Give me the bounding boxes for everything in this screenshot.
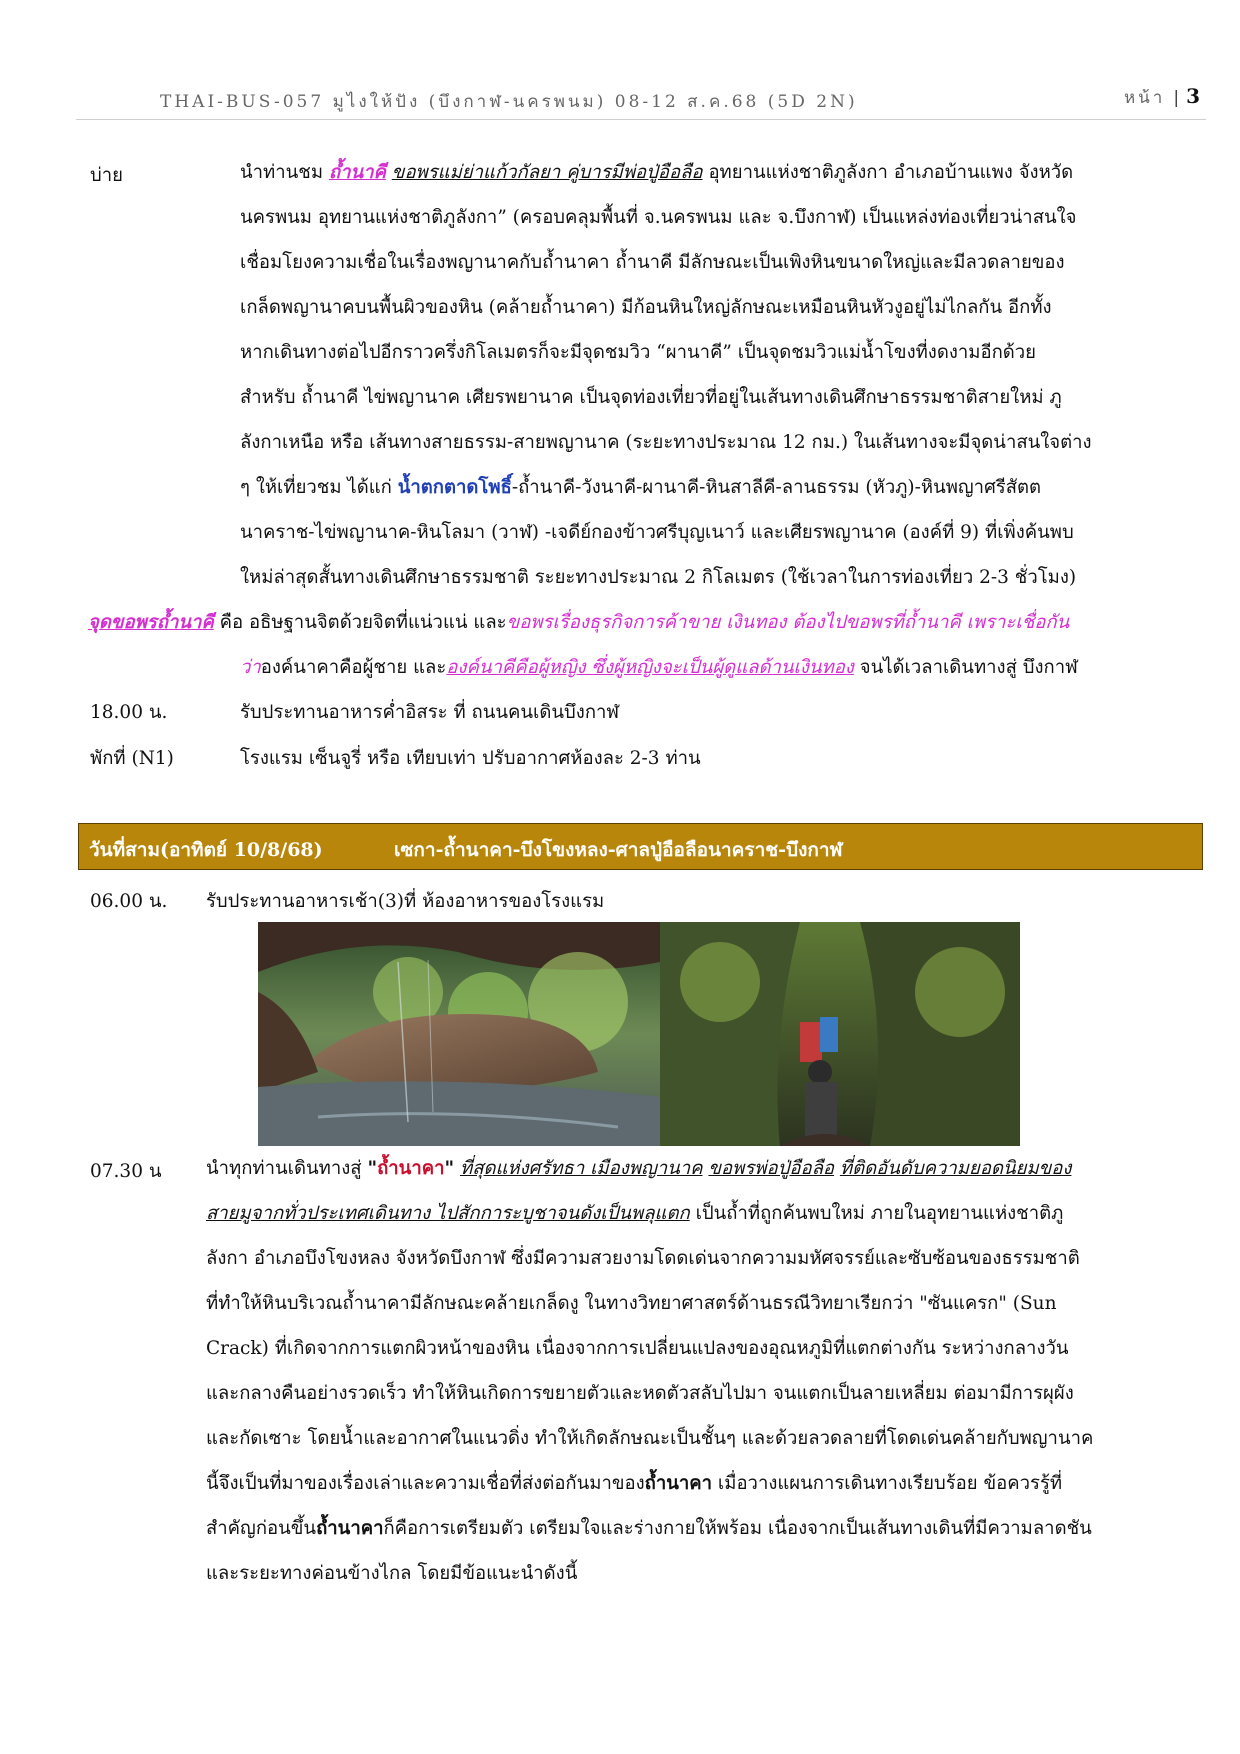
naka-cave-name: ถ้ำนาคา (316, 1518, 384, 1539)
naka-line-5: Crack) ที่เกิดจากการแตกผิวหน้าของหิน เนื่องจากการเปลี่ยนแปลงของอุณหภูมิที่แตกต่างกัน ระหว่างกลางวัน (206, 1338, 1069, 1359)
breakfast-text: รับประทานอาหารเช้า(3)ที่ ห้องอาหารของโรงแรม (206, 891, 605, 912)
dinner-text: รับประทานอาหารค่ำอิสระ ที่ ถนนคนเดินบึงกาฬ (240, 702, 620, 723)
naka-line-4: ที่ทำให้หินบริเวณถ้ำนาคามีลักษณะคล้ายเกล็ดงู ในทางวิทยาศาสตร์ด้านธรณีวิทยาเรียกว่า "ซันแครก" (Sun (206, 1293, 1057, 1314)
waterfall-name: น้ำตกตาดโพธิ์ (397, 477, 512, 498)
text-segment: -ถ้ำนาคี-วังนาคี-ผานาคี-หินสาลีคี-ลานธรรม (หัวภู)-หินพญาศรีสัตต (511, 477, 1042, 498)
naka-line-6: และกลางคืนอย่างรวดเร็ว ทำให้หินเกิดการขยายตัวและหดตัวสลับไปมา จนแตกเป็นลายเหลี่ยม ต่อมามีการผุผัง (206, 1383, 1074, 1404)
text-segment: เป็นถ้ำที่ถูกค้นพบใหม่ ภายในอุทยานแห่งชาติภู (689, 1203, 1064, 1224)
time-hotel: พักที่ (N1) (90, 748, 174, 769)
day3-route: เซกา-ถ้ำนาคา-บึงโขงหลง-ศาลปู่อือลือนาคราช-บึงกาฬ (394, 839, 843, 861)
wish-heading: จุดขอพรถ้ำนาคี (88, 612, 214, 633)
highlight-phrase: ที่สุดแห่งศรัทธา เมืองพญานาค (460, 1158, 703, 1179)
afternoon-line-1 (240, 150, 1073, 195)
afternoon-line-10: ใหม่ล่าสุดสั้นทางเดินศึกษาธรรมชาติ ระยะทางประมาณ 2 กิโลเมตร (ใช้เวลาในการท่องเที่ยว 2-3 ชั่วโมง) (240, 567, 1077, 588)
wish-line-2 (240, 645, 1078, 690)
text-segment: จนได้เวลาเดินทางสู่ บึงกาฬ (853, 657, 1078, 678)
afternoon-line-8 (240, 465, 1041, 510)
highlight-phrase: ขอพรแม่ย่าแก้วกัลยา คู่บารมีพ่อปู่อือลือ (391, 162, 703, 183)
text-segment: คือ อธิษฐานจิตด้วยจิตที่แน่วแน่ และ (213, 612, 507, 633)
time-naka: 07.30 น (90, 1161, 162, 1182)
text-segment: นำทุกท่านเดินทางสู่ (206, 1158, 368, 1179)
text-segment: ๆ ให้เที่ยวชม ได้แก่ (240, 477, 398, 498)
quote-mark: " (367, 1158, 378, 1179)
afternoon-line-7: ลังกาเหนือ หรือ เส้นทางสายธรรม-สายพญานาค (ระยะทางประมาณ 12 กม.) ในเส้นทางจะมีจุดน่าสนใจต่าง (240, 432, 1092, 453)
afternoon-line-9: นาคราช-ไข่พญานาค-หินโลมา (วาฬ) -เจดีย์กองข้าวศรีบุญเนาว์ และเศียรพญานาค (องค์ที่ 9) ที่เพิ่งค้นพบ (240, 522, 1074, 543)
naka-line-7: และกัดเซาะ โดยน้ำและอากาศในแนวดิ่ง ทำให้เกิดลักษณะเป็นชั้นๆ และด้วยลวดลายที่โดดเด่นคล้ายกับพญานาค (206, 1428, 1094, 1449)
wish-highlight: ขอพรเรื่องธุรกิจการค้าขาย เงินทอง ต้องไปขอพรที่ถ้ำนาคี เพราะเชื่อกัน (506, 612, 1070, 633)
wish-line-1 (88, 600, 1069, 645)
text-segment: ก็คือการเตรียมตัว เตรียมใจและร่างกายให้พร้อม เนื่องจากเป็นเส้นทางเดินที่มีความลาดชัน (383, 1518, 1092, 1539)
text-segment: อุทยานแห่งชาติภูลังกา อำเภอบ้านแพง จังหวัด (702, 162, 1074, 183)
page-divider: | (1173, 88, 1183, 108)
afternoon-line-5: หากเดินทางต่อไปอีกราวครึ่งกิโลเมตรก็จะมีจุดชมวิว “ผานาคี” เป็นจุดชมวิวแม่น้ำโขงที่งดงามอีกด้วย (240, 342, 1037, 363)
page-label: หน้า (1123, 88, 1166, 108)
quote-mark: " (444, 1158, 455, 1179)
text-segment: สำคัญก่อนขึ้น (206, 1518, 317, 1539)
afternoon-line-4: เกล็ดพญานาคบนพื้นผิวของหิน (คล้ายถ้ำนาคา) มีก้อนหินใหญ่ลักษณะเหมือนหินหัวงูอยู่ไม่ไกลกัน อีกทั้ง (240, 297, 1052, 318)
naka-line-3: ลังกา อำเภอบึงโขงหลง จังหวัดบึงกาฬ ซึ่งมีความสวยงามโดดเด่นจากความมหัศจรรย์และซับซ้อนของธรรมชาติ (206, 1248, 1080, 1269)
day3-label: วันที่สาม(อาทิตย์ 10/8/68) (89, 839, 323, 861)
cave-rock-illustration (258, 922, 660, 1146)
text-segment: เมื่อวางแผนการเดินทางเรียบร้อย ข้อควรรู้ที่ (712, 1473, 1063, 1494)
highlight-phrase: ที่ติดอันดับความยอดนิยมของ (839, 1158, 1072, 1179)
naga-cave-link: ถ้ำนาคี (328, 162, 386, 183)
doc-title: THAI-BUS-057 มูไงให้ปัง (บึงกาฬ-นครพนม) 08-12 ส.ค.68 (5D 2N) (160, 92, 858, 112)
naka-line-2 (206, 1191, 1063, 1236)
text-segment: ว่า (240, 657, 261, 678)
afternoon-line-3: เชื่อมโยงความเชื่อในเรื่องพญานาคกับถ้ำนาคา ถ้ำนาคี มีลักษณะเป็นเพิงหินขนาดใหญ่และมีลวดลายของ (240, 252, 1065, 273)
naka-line-1 (206, 1146, 1071, 1191)
photo-cave-rock (258, 922, 660, 1146)
hotel-text: โรงแรม เซ็นจูรี่ หรือ เทียบเท่า ปรับอากาศห้องละ 2-3 ท่าน (240, 748, 701, 769)
page-number: 3 (1186, 84, 1200, 108)
naka-line-10: และระยะทางค่อนข้างไกล โดยมีข้อแนะนำดังนี้ (206, 1563, 578, 1584)
time-dinner: 18.00 น. (90, 702, 168, 723)
highlight-phrase: ขอพรพ่อปู่อือลือ (708, 1158, 835, 1179)
header-rule (76, 119, 1206, 120)
day3-band (78, 823, 1203, 870)
naka-cave-name: ถ้ำนาคา (377, 1158, 445, 1179)
highlight-phrase: สายมูจากทั่วประเทศเดินทาง ไปสักการะบูชาจนดังเป็นพลุแตก (206, 1203, 690, 1224)
cave-path-illustration (660, 922, 1020, 1146)
page-number-block (1124, 84, 1200, 111)
wish-highlight: องค์นาคีคือผู้หญิง ซึ่งผู้หญิงจะเป็นผู้ดูแลด้านเงินทอง (446, 657, 854, 678)
naka-line-8 (206, 1461, 1062, 1506)
text-segment: องค์นาคาคือผู้ชาย และ (260, 657, 447, 678)
naka-cave-name: ถ้ำนาคา (644, 1473, 713, 1494)
afternoon-line-2: นครพนม อุทยานแห่งชาติภูลังกา” (ครอบคลุมพื้นที่ จ.นครพนม และ จ.บึงกาฬ) เป็นแหล่งท่องเที่ยวน่าสนใจ (240, 207, 1077, 228)
naka-line-9 (206, 1506, 1092, 1551)
text-segment: นำท่านชม (240, 162, 329, 183)
time-breakfast: 06.00 น. (90, 891, 168, 912)
text-segment: นี้จึงเป็นที่มาของเรื่องเล่าและความเชื่อที่ส่งต่อกันมาของ (206, 1473, 645, 1494)
page-header (160, 84, 1200, 118)
photo-cave-path (660, 922, 1020, 1146)
time-afternoon: บ่าย (90, 165, 123, 186)
afternoon-line-6: สำหรับ ถ้ำนาคี ไข่พญานาค เศียรพยานาค เป็นจุดท่องเที่ยวที่อยู่ในเส้นทางเดินศึกษาธรรมชาติสายใหม่ ภู (240, 387, 1062, 408)
